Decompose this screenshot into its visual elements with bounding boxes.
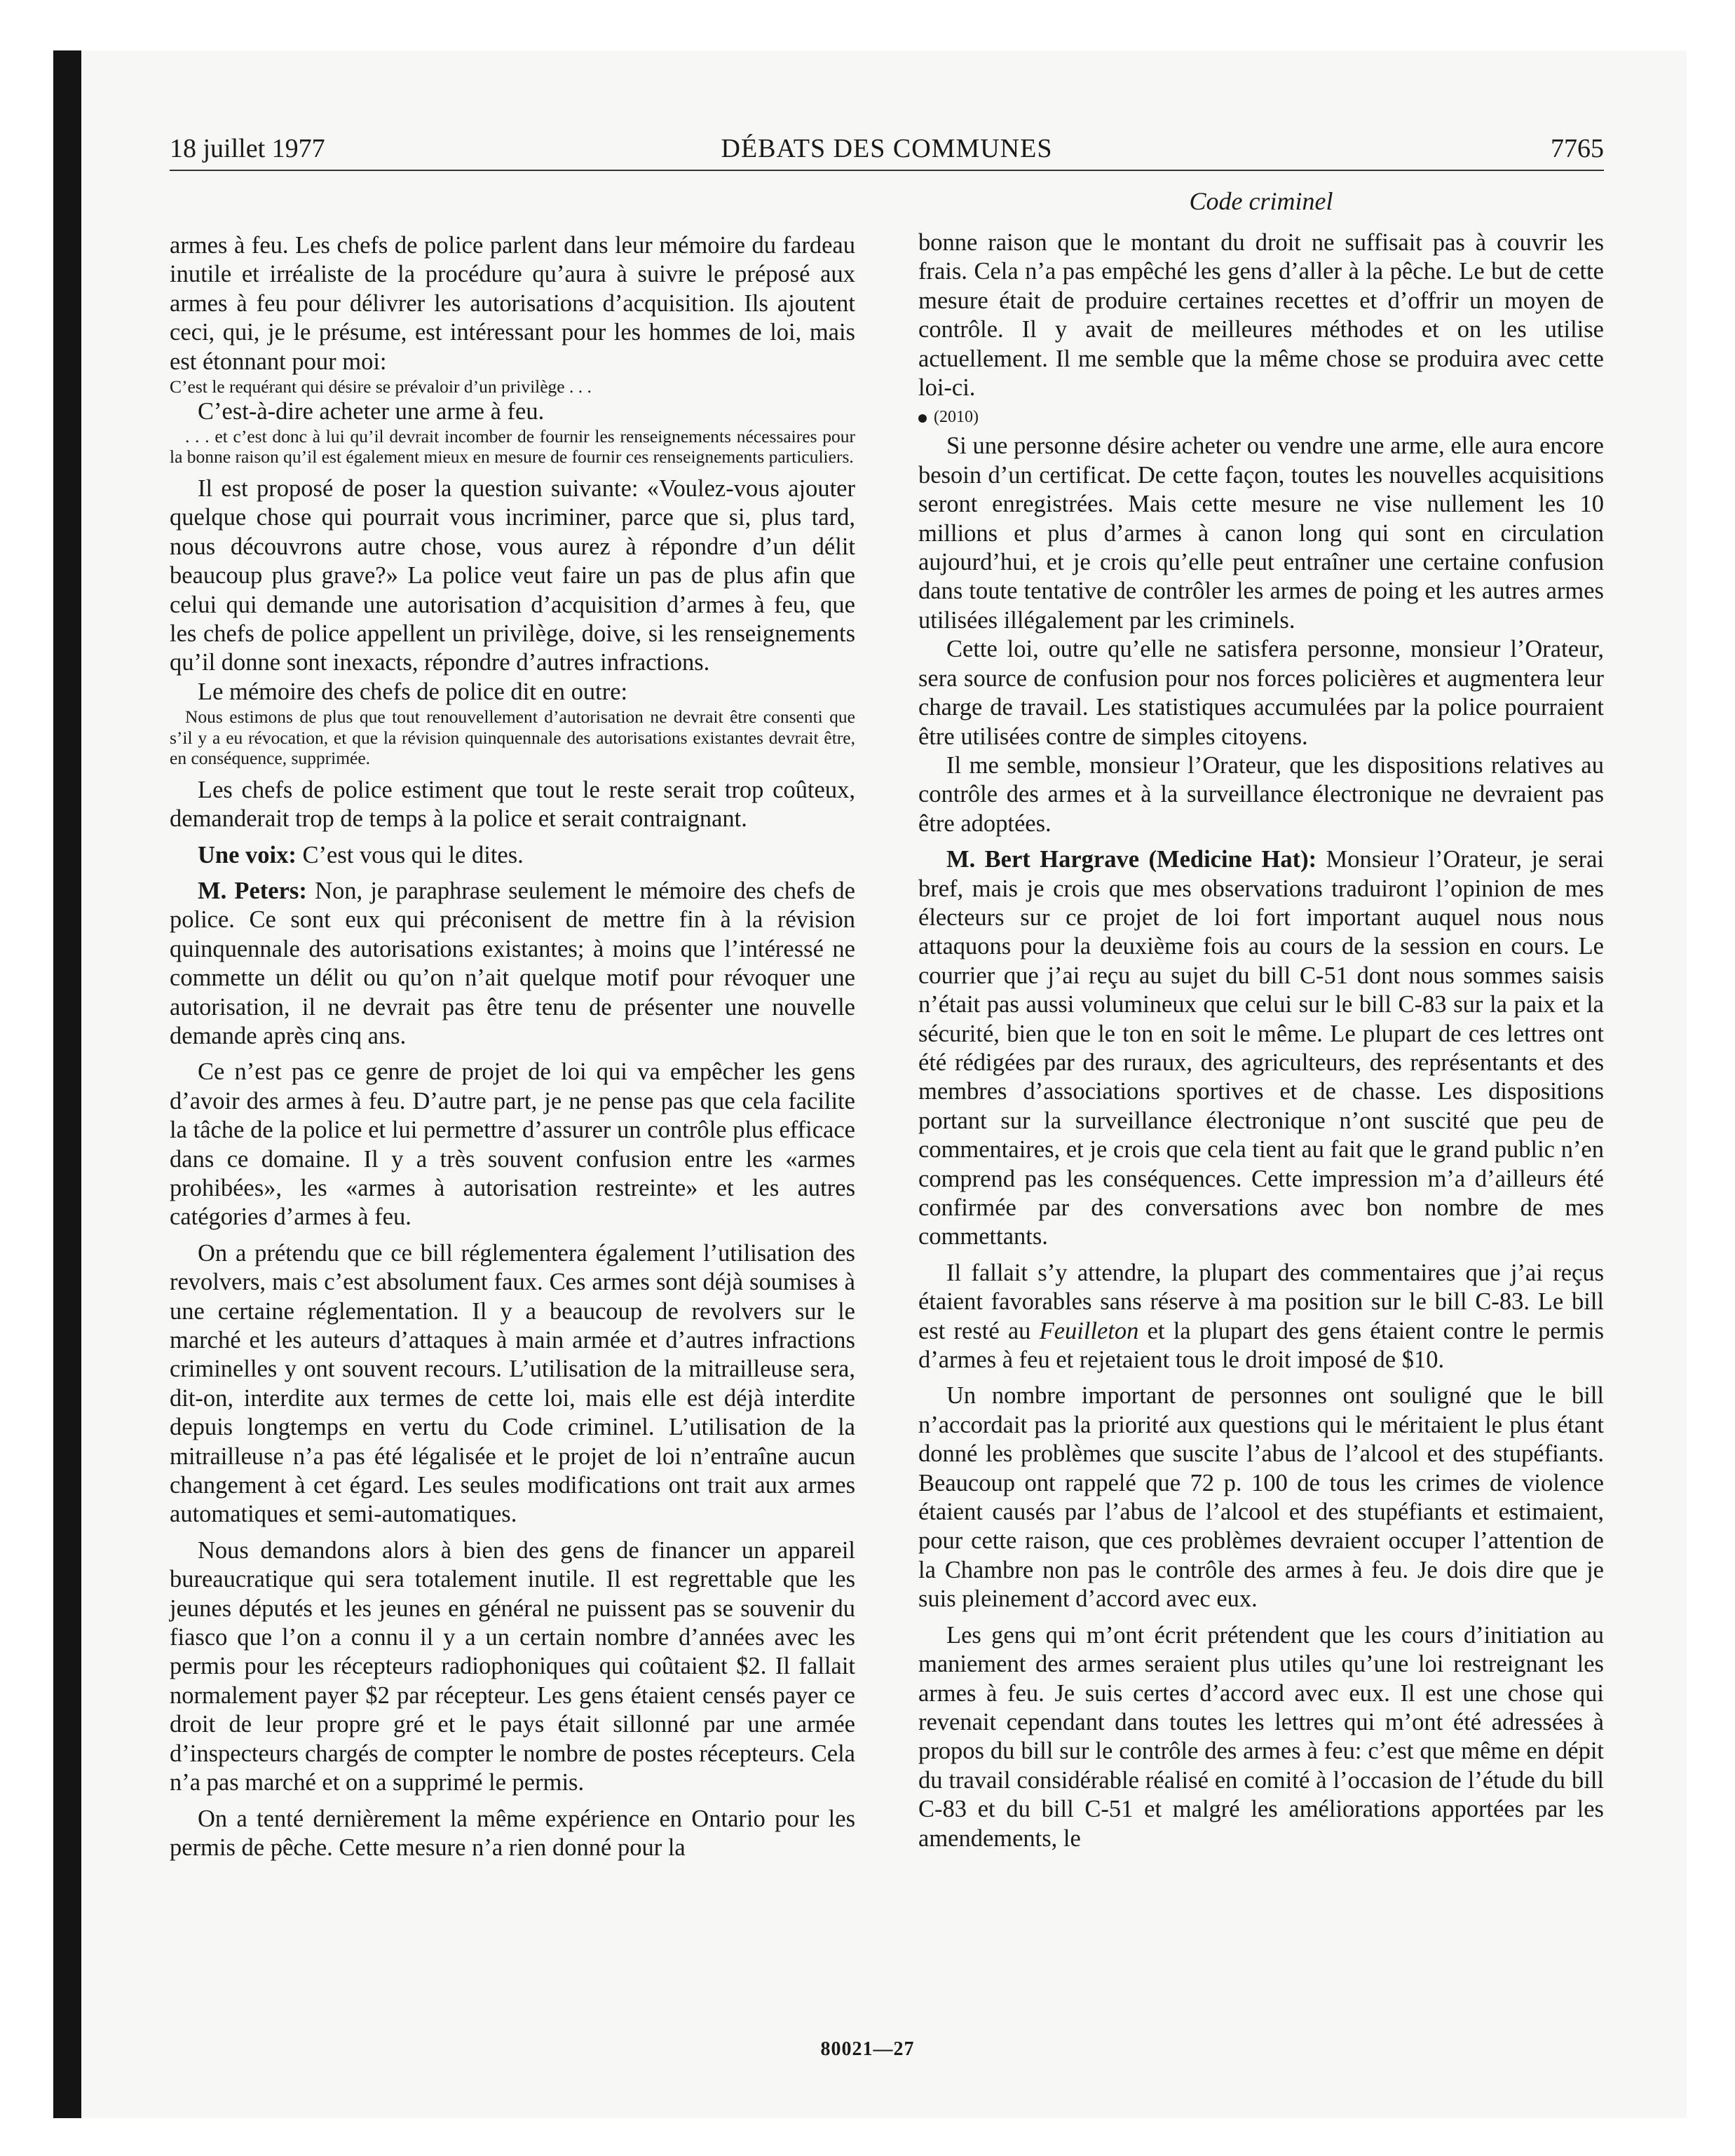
speech-text: Monsieur l’Orateur, je serai bref, mais je crois que mes observations traduiront l’opinion de mes électeurs sur ce projet de loi fort important auquel nous nous attaquons pour la deuxième fois au cours de la session en cours. Le courrier que j’ai reçu au sujet du bill C-51 dont nous sommes saisis n’était pas aussi volumineux que celui sur le bill C-83 sur la paix et la sécurité, bien que le ton en soit le même. Le plupart de ces lettres ont été rédigées par des ruraux, des agriculteurs, des représentants et des membres d’associations sportives et de chasse. Les dispositions portant sur la surveillance électronique n’ont suscité que peu de commentaires, et je crois que cela tient au fait que le grand public n’en comprend pas les conséquences. Cette impression m’a d’ailleurs été confirmée par des conversations avec bon nombre de mes commettants. bbox=[918, 846, 1604, 1250]
paragraph bbox=[170, 877, 855, 1051]
paragraph-text: Il fallait s’y attendre, la plupart des commentaires que j’ai reçus étaient favorables sans réserve à ma position sur le bill C-83. Le bill est resté au bbox=[918, 1259, 1604, 1344]
paragraph: Les chefs de police estiment que tout le reste serait trop coûteux, demanderait trop de temps à la police et serait contraignant. bbox=[170, 776, 855, 833]
time-marker bbox=[918, 405, 1604, 429]
footer-signature: 80021—27 bbox=[820, 2038, 915, 2060]
quoted-text: Nous estimons de plus que tout renouvellement d’autorisation ne devrait être consenti que s’il y a eu révocation, et que la révision quinquennale des autorisations existantes devrait être, en conséquence, supprimée. bbox=[170, 707, 855, 769]
paragraph: Si une personne désire acheter ou vendre une arme, elle aura encore besoin d’un certificat. De cette façon, toutes les nouvelles acquisitions seront enregistrées. Mais cette mesure ne vise nullement les 10 millions et plus d’armes à canon long qui sont en circulation aujourd’hui, et je crois qu’elle peut entraîner une certaine confusion dans toute tentative de contrôler les armes de poing et les autres armes utilisées illégalement par les criminels. bbox=[918, 432, 1604, 634]
speaker-name: Une voix: bbox=[198, 841, 297, 868]
paragraph: On a tenté dernièrement la même expérience en Ontario pour les permis de pêche. Cette mesure n’a rien donné pour la bbox=[170, 1805, 855, 1861]
left-column bbox=[170, 231, 855, 1862]
speech-text: C’est vous qui le dites. bbox=[296, 841, 524, 868]
header-date: 18 juillet 1977 bbox=[170, 134, 325, 163]
paragraph: Il me semble, monsieur l’Orateur, que les dispositions relatives au contrôle des armes et à la surveillance électronique ne devraient pas être adoptées. bbox=[918, 751, 1604, 837]
scan-edge-bar bbox=[53, 50, 81, 2118]
page-header bbox=[170, 133, 1604, 168]
header-rule bbox=[170, 170, 1604, 171]
paragraph: C’est-à-dire acheter une arme à feu. bbox=[198, 397, 545, 425]
bullet-icon bbox=[918, 414, 927, 423]
italic-term: Feuilleton bbox=[1039, 1317, 1139, 1344]
section-title: Code criminel bbox=[1189, 187, 1333, 215]
quoted-text: . . . et c’est donc à lui qu’il devrait incomber de fournir les renseignements nécessaires pour la bonne raison qu’il est également mieux en mesure de fournir ces renseignements particuliers. bbox=[170, 425, 855, 468]
paragraph: On a prétendu que ce bill réglementera également l’utilisation des revolvers, mais c’est absolument faux. Ces armes sont déjà soumises à une certaine réglementation. Il y a beaucoup de revolvers sur le marché et les auteurs d’attaques à main armée et d’autres infractions criminelles y ont souvent recours. L’utilisation de la mitrailleuse sera, dit-on, interdite aux termes de cette loi, mais elle est déjà interdite depuis longtemps en vertu du Code criminel. L’utilisation de la mitrailleuse n’a pas été légalisée et le projet de loi n’entraîne aucun changement à cet égard. Les seules modifications ont trait aux armes automatiques et semi-automatiques. bbox=[170, 1239, 855, 1528]
paragraph: Ce n’est pas ce genre de projet de loi qui va empêcher les gens d’avoir des armes à feu. D’autre part, je ne pense pas que cela facilite la tâche de la police et lui permettre d’assurer un contrôle plus efficace dans ce domaine. Il y a très souvent confusion entre les «armes prohibées», les «armes à autorisation restreinte» et les autres catégories d’armes à feu. bbox=[170, 1058, 855, 1231]
paragraph bbox=[918, 1259, 1604, 1375]
speech-text: Non, je paraphrase seulement le mémoire des chefs de police. Ce sont eux qui préconisent de mettre fin à la révision quinquennale des autorisations existantes; à moins que l’intéressé ne commette un délit ou qu’on n’ait quelque motif pour révoquer une autorisation, il ne devrait pas être tenu de présenter une nouvelle demande après cinq ans. bbox=[170, 877, 855, 1049]
right-column bbox=[918, 228, 1604, 1853]
paragraph: armes à feu. Les chefs de police parlent dans leur mémoire du fardeau inutile et irréaliste de la procédure qu’aura à suivre le préposé aux armes à feu pour délivrer les autorisations d’acquisition. Ils ajoutent ceci, qui, je le présume, est intéressant pour les hommes de loi, mais est étonnant pour moi: bbox=[170, 232, 855, 375]
paragraph bbox=[170, 841, 855, 870]
paragraph: Il est proposé de poser la question suivante: «Voulez-vous ajouter quelque chose qui pourrait vous incriminer, parce que si, plus tard, nous découvrons autre chose, vous aurez à répondre d’un délit beaucoup plus grave?» La police veut faire un pas de plus afin que celui qui demande une autorisation d’acquisition d’armes à feu, que les chefs de police appellent un privilège, doive, si les renseignements qu’il donne sont inexacts, répondre d’autres infractions. bbox=[170, 475, 855, 676]
header-page-number: 7765 bbox=[1551, 134, 1604, 163]
header-publication: DÉBATS DES COMMUNES bbox=[721, 134, 1053, 163]
paragraph bbox=[918, 845, 1604, 1252]
quoted-text: C’est le requérant qui désire se prévaloir d’un privilège . . . bbox=[170, 376, 592, 397]
paragraph: Les gens qui m’ont écrit prétendent que les cours d’initiation au maniement des armes seraient plus utiles qu’une loi restreignant les armes à feu. Je suis certes d’accord avec eux. Il est une chose qui revenait cependant dans toutes les lettres qui m’ont été adressées à propos du bill sur le contrôle des armes à feu: c’est que même en dépit du travail considérable réalisé en comité à l’occasion de l’étude du bill C-83 et du bill C-51 et malgré les améliorations apportées par les amendements, le bbox=[918, 1621, 1604, 1852]
paragraph: Cette loi, outre qu’elle ne satisfera personne, monsieur l’Orateur, sera source de confusion pour nos forces policières et augmentera leur charge de travail. Les statistiques accumulées par la police pourraient être utilisées contre de simples citoyens. bbox=[918, 636, 1604, 750]
speaker-name: M. Peters: bbox=[198, 877, 307, 904]
time-label: (2010) bbox=[934, 408, 979, 427]
paragraph: Un nombre important de personnes ont souligné que le bill n’accordait pas la priorité aux questions qui le méritaient le plus étant donné les problèmes que suscite l’abus de l’alcool et des stupéfiants. Beaucoup ont rappelé que 72 p. 100 de tous les crimes de violence étaient causés par l’abus de l’alcool et des stupéfiants et estimaient, pour cette raison, que ces problèmes devraient occuper l’attention de la Chambre non pas le contrôle des armes à feu. Je dois dire que je suis pleinement d’accord avec eux. bbox=[918, 1382, 1604, 1613]
speaker-name: M. Bert Hargrave (Medicine Hat): bbox=[946, 846, 1317, 873]
paragraph: Nous demandons alors à bien des gens de financer un appareil bureaucratique qui sera totalement inutile. Il est regrettable que les jeunes députés et les jeunes en général ne puissent pas se souvenir du fiasco que l’on a connu il y a un certain nombre d’années avec les permis pour les récepteurs radiophoniques qui coûtaient $2. Il fallait normalement payer $2 par récepteur. Les gens étaient censés payer ce droit de leur propre gré et le pays était sillonné par une armée d’inspecteurs chargés de compter le nombre de postes récepteurs. Cela n’a pas marché et on a supprimé le permis. bbox=[170, 1536, 855, 1796]
paragraph: bonne raison que le montant du droit ne suffisait pas à couvrir les frais. Cela n’a pas empêché les gens d’aller à la pêche. Le but de cette mesure était de produire certaines recettes et d’offrir un moyen de contrôle. Il y avait de meilleures méthodes et on les utilise actuellement. Il me semble que la même chose se produira avec cette loi-ci. bbox=[918, 229, 1604, 402]
paragraph: Le mémoire des chefs de police dit en outre: bbox=[198, 678, 628, 705]
paragraph-text: et la plupart des gens étaient contre le permis d’armes à feu et rejetaient tous le droit imposé de $10. bbox=[918, 1317, 1604, 1374]
